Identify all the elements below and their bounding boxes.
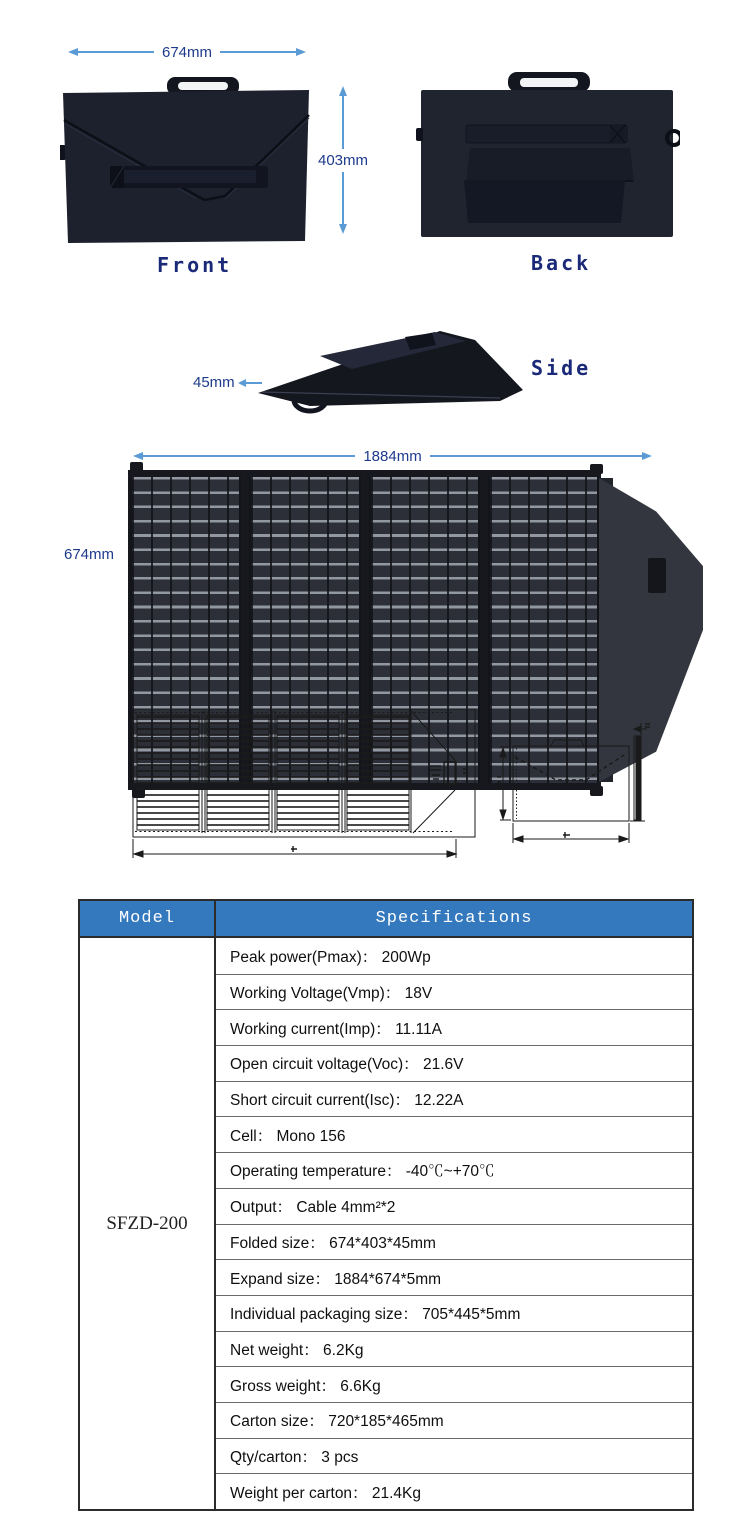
arrow-right-icon (642, 452, 652, 460)
table-header-model: Model (80, 901, 216, 938)
flap-pocket (648, 558, 666, 593)
spec-rows (216, 938, 692, 1509)
spec-row: Cell： Mono 156 (216, 1116, 692, 1152)
spec-row: Short circuit current(Isc)： 12.22A (216, 1081, 692, 1117)
back-bag-illustration (416, 70, 680, 240)
side-bag-illustration (190, 315, 530, 420)
expanded-height-dimension-label: 674mm (64, 546, 115, 563)
expanded-width-dimension (133, 448, 652, 464)
front-view-label: Front (157, 253, 233, 277)
front-height-dimension (319, 86, 367, 234)
spec-row: Working Voltage(Vmp)： 18V (216, 974, 692, 1010)
side-thickness-label: 45mm (193, 374, 235, 391)
spec-row: Net weight： 6.2Kg (216, 1331, 692, 1367)
front-width-dimension (68, 44, 306, 60)
spec-row: Peak power(Pmax)： 200Wp (230, 948, 431, 966)
expanded-width-dimension-label: 1884mm (363, 447, 422, 465)
arrow-right-icon (296, 48, 306, 56)
model-value: SFZD-200 (80, 938, 216, 1509)
spec-row: Weight per carton： 21.4Kg (216, 1473, 692, 1509)
spec-row: Gross weight： 6.6Kg (216, 1366, 692, 1402)
table-header-specifications: Specifications (216, 901, 692, 938)
front-bag-illustration (60, 75, 310, 245)
front-width-dimension-label: 674mm (161, 43, 213, 61)
spec-row: Folded size： 674*403*45mm (216, 1224, 692, 1260)
arrow-up-icon (339, 86, 347, 96)
arrow-left-icon (238, 379, 246, 387)
spec-row: Operating temperature： -40℃~+70℃ (216, 1152, 692, 1188)
arrow-left-icon (68, 48, 78, 56)
spec-row: Qty/carton： 3 pcs (216, 1438, 692, 1474)
side-thickness-dimension (193, 374, 262, 391)
spec-row: Working current(Imp)： 11.11A (216, 1009, 692, 1045)
technical-drawing (90, 700, 710, 870)
front-bag-photo (60, 75, 310, 245)
side-bag-photo (190, 315, 530, 420)
back-view-label: Back (531, 251, 592, 275)
spec-row: Individual packaging size： 705*445*5mm (216, 1295, 692, 1331)
spec-row: Output： Cable 4mm²*2 (216, 1188, 692, 1224)
spec-row: Expand size： 1884*674*5mm (216, 1259, 692, 1295)
side-view-label: Side (531, 356, 592, 380)
arrow-down-icon (339, 224, 347, 234)
spec-table (78, 899, 694, 1511)
spec-row: Carton size： 720*185*465mm (216, 1402, 692, 1438)
arrow-left-icon (133, 452, 143, 460)
front-height-dimension-label: 403mm (318, 149, 368, 172)
spec-row: Open circuit voltage(Voc)： 21.6V (216, 1045, 692, 1081)
back-bag-photo (416, 70, 680, 240)
